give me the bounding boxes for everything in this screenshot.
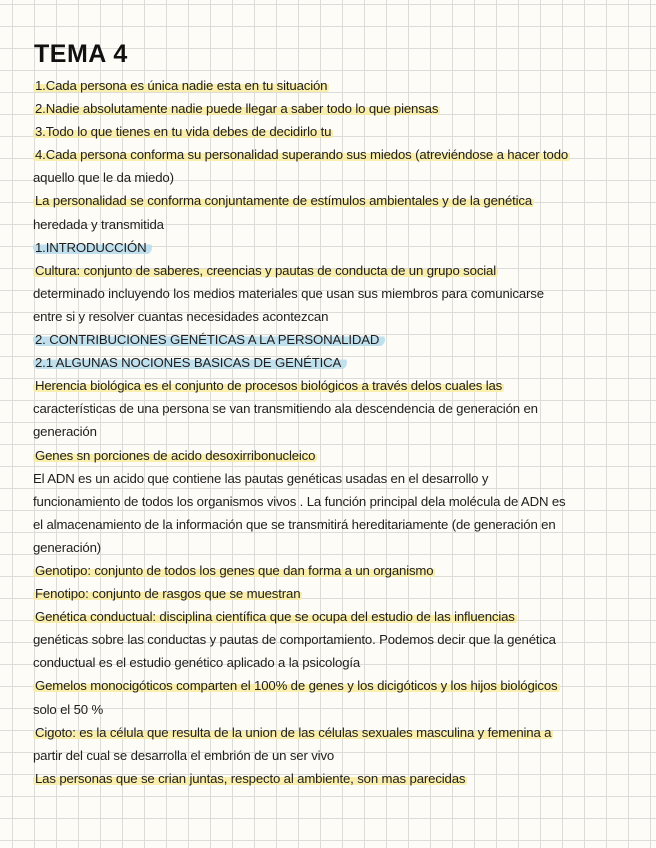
- note-line: [33, 628, 633, 651]
- note-line: [33, 166, 633, 189]
- note-line-text: Cigoto: es la célula que resulta de la union de las células sexuales masculina y femenina a: [35, 724, 552, 740]
- note-line: [33, 744, 633, 767]
- section-heading: [33, 236, 633, 259]
- note-line: [33, 305, 633, 328]
- note-line-text: 3.Todo lo que tienes en tu vida debes de decidirlo tu: [35, 124, 332, 140]
- note-line-text: Genotipo: conjunto de todos los genes que dan forma a un organismo: [35, 562, 434, 578]
- note-line-text: conductual es el estudio genético aplicado a la psicología: [33, 655, 361, 671]
- section-heading: [33, 328, 633, 351]
- note-line: [33, 582, 633, 605]
- note-line-text: 2. CONTRIBUCIONES GENÉTICAS A LA PERSONALIDAD: [33, 332, 385, 347]
- note-line: [33, 420, 633, 443]
- note-line: [33, 721, 633, 744]
- note-line: [33, 374, 633, 397]
- note-line-text: funcionamiento de todos los organismos vivos . La función principal dela molécula de ADN es: [33, 493, 566, 509]
- note-line: [33, 120, 633, 143]
- note-line: [33, 74, 633, 97]
- note-line: [33, 97, 633, 120]
- note-line-text: heredada y transmitida: [33, 216, 164, 232]
- note-line: [33, 213, 633, 236]
- note-body: [33, 74, 633, 790]
- note-line: [33, 674, 633, 697]
- note-line-text: solo el 50 %: [33, 701, 104, 717]
- note-line: [33, 282, 633, 305]
- note-line-text: aquello que le da miedo): [33, 170, 174, 186]
- note-line: [33, 444, 633, 467]
- note-line-text: Fenotipo: conjunto de rasgos que se muestran: [35, 586, 301, 602]
- note-line-text: el almacenamiento de la información que se transmitirá hereditariamente (de generación en: [33, 516, 556, 532]
- note-line: [33, 259, 633, 282]
- note-line: [33, 490, 633, 513]
- note-line: [33, 513, 633, 536]
- note-line-text: El ADN es un acido que contiene las pautas genéticas usadas en el desarrollo y: [33, 470, 489, 486]
- note-line-text: 4.Cada persona conforma su personalidad superando sus miedos (atreviéndose a hacer todo: [35, 147, 569, 163]
- note-line: [33, 467, 633, 490]
- note-line-text: generación): [33, 539, 101, 555]
- note-line-text: generación: [33, 424, 97, 440]
- section-heading: [33, 351, 633, 374]
- note-line-text: Gemelos monocigóticos comparten el 100% de genes y los dicigóticos y los hijos biológicos: [35, 678, 558, 694]
- page-title: TEMA 4: [34, 40, 128, 68]
- note-line: [33, 559, 633, 582]
- note-line-text: características de una persona se van transmitiendo ala descendencia de generación en: [33, 401, 538, 417]
- note-line-text: Genética conductual: disciplina científica que se ocupa del estudio de las influencias: [35, 609, 515, 625]
- note-line-text: Cultura: conjunto de saberes, creencias y pautas de conducta de un grupo social: [35, 262, 497, 278]
- note-line-text: partir del cual se desarrolla el embrión de un ser vivo: [33, 747, 335, 763]
- note-line: [33, 767, 633, 790]
- note-line-text: 1.Cada persona es única nadie esta en tu situación: [35, 78, 328, 93]
- note-line-text: Herencia biológica es el conjunto de procesos biológicos a través delos cuales las: [35, 378, 503, 394]
- note-line: [33, 536, 633, 559]
- note-line: [33, 651, 633, 674]
- note-line-text: Genes sn porciones de acido desoxirribonucleico: [35, 447, 316, 463]
- note-line-text: determinado incluyendo los medios materiales que usan sus miembros para comunicarse: [33, 285, 544, 301]
- note-line-text: 2.Nadie absolutamente nadie puede llegar a saber todo lo que piensas: [35, 101, 439, 117]
- note-line-text: 1.INTRODUCCIÓN: [33, 240, 152, 255]
- note-line: [33, 189, 633, 212]
- note-line: [33, 605, 633, 628]
- note-line: [33, 698, 633, 721]
- note-line-text: entre si y resolver cuantas necesidades acontezcan: [33, 308, 329, 324]
- note-line-text: La personalidad se conforma conjuntamente de estímulos ambientales y de la genética: [35, 193, 533, 209]
- note-line-text: 2.1 ALGUNAS NOCIONES BASICAS DE GENÉTICA: [33, 355, 347, 370]
- note-line: [33, 397, 633, 420]
- note-line-text: genéticas sobre las conductas y pautas de comportamiento. Podemos decir que la genética: [33, 632, 556, 648]
- note-line: [33, 143, 633, 166]
- note-line-text: Las personas que se crian juntas, respecto al ambiente, son mas parecidas: [35, 770, 466, 786]
